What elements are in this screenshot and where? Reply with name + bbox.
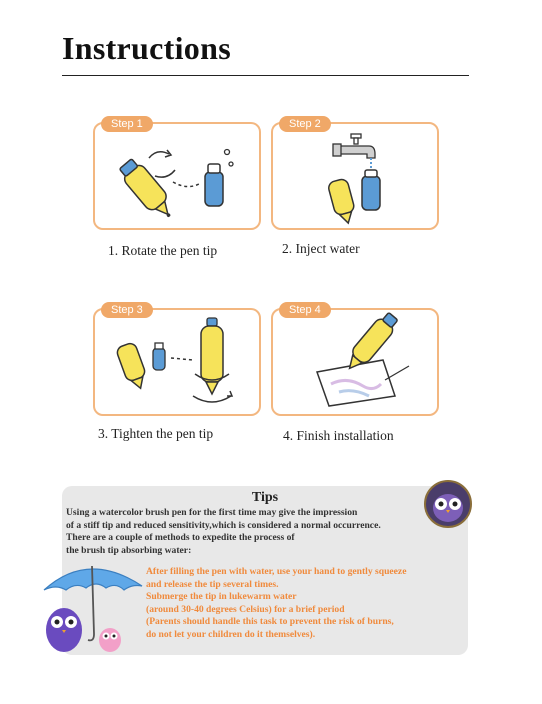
step-1-badge: Step 1 — [101, 116, 153, 132]
step-1-card — [93, 118, 261, 230]
step-4-card — [271, 304, 439, 416]
step-3-caption: 3. Tighten the pen tip — [98, 426, 214, 441]
umbrella-owls-illustration — [38, 556, 150, 656]
step-4-badge: Step 4 — [279, 302, 331, 318]
tips-method-line: do not let your children do it themselves). — [146, 628, 316, 640]
tips-line: Using a watercolor brush pen for the first time may give the impression — [66, 507, 358, 518]
tips-method-line: and release the tip several times. — [146, 578, 279, 590]
tips-methods — [146, 566, 466, 642]
rotate-tip-illustration — [95, 124, 259, 228]
tips-line: There are a couple of methods to expedite the process of — [66, 532, 295, 544]
tips-line: the brush tip absorbing water: — [66, 544, 192, 556]
finish-installation-illustration — [273, 310, 437, 414]
step-2-badge: Step 2 — [279, 116, 331, 132]
tips-method-line: (Parents should handle this task to prevent the risk of burns, — [146, 616, 394, 628]
tips-title: Tips — [251, 490, 279, 505]
owl-logo-icon — [424, 480, 472, 528]
tips-method-line: (around 30-40 degrees Celsius) for a brief period — [146, 603, 345, 615]
step-4-caption: 4. Finish installation — [283, 428, 394, 443]
title-divider — [62, 75, 469, 76]
page-title: Instructions — [62, 30, 231, 66]
tips-intro — [66, 507, 436, 557]
step-3-card — [93, 304, 261, 416]
tips-method-line: Submerge the tip in lukewarm water — [146, 591, 297, 603]
step-2-card — [271, 118, 439, 230]
step-3-badge: Step 3 — [101, 302, 153, 318]
inject-water-illustration — [273, 124, 437, 228]
step-1-caption: 1. Rotate the pen tip — [108, 243, 218, 258]
tighten-tip-illustration — [95, 310, 259, 414]
tips-method-line: After filling the pen with water, use your hand to gently squeeze — [146, 566, 407, 577]
step-2-caption: 2. Inject water — [282, 241, 360, 256]
tips-line: of a stiff tip and reduced sensitivity,which is considered a normal occurrence. — [66, 519, 381, 531]
